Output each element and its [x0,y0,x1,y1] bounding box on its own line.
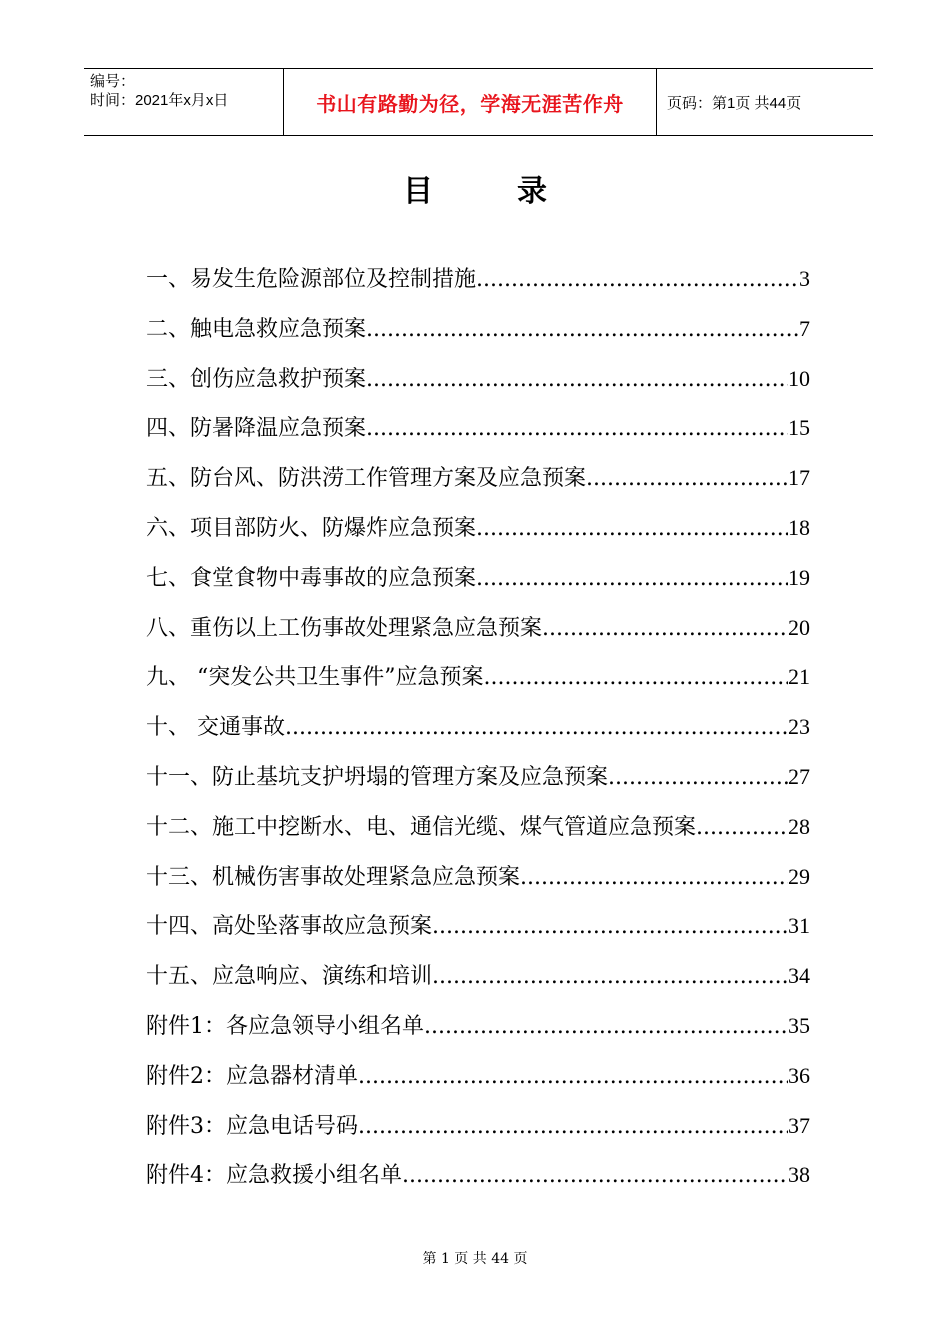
toc-entry[interactable] [146,710,810,760]
toc-entry-page-number: 19 [788,564,810,590]
toc-leader-dots [285,715,788,740]
toc-entry-label: 四、防暑降温应急预案 [146,416,367,442]
toc-entry-label: 十三、机械伤害事故处理紧急应急预案 [146,864,521,890]
toc-entry-label: 十二、施工中挖断水、电、通信光缆、煤气管道应急预案 [146,814,697,840]
toc-entry-label: 九、 “突发公共卫生事件”应急预案 [146,665,484,691]
toc-leader-dots [358,1064,788,1089]
toc-leader-dots [424,1014,788,1039]
table-of-contents [146,262,810,1208]
toc-leader-dots [366,416,788,441]
toc-entry-label: 二、触电急救应急预案 [146,316,367,342]
toc-entry-label: 十一、防止基坑支护坍塌的管理方案及应急预案 [146,764,609,790]
header-motto: 书山有路勤为径，学海无涯苦作舟 [284,69,657,135]
toc-entry-page-number: 35 [788,1012,810,1038]
toc-entry-page-number: 7 [799,315,810,341]
toc-leader-dots [476,267,799,292]
toc-entry-page-number: 36 [788,1062,810,1088]
toc-leader-dots [476,566,788,591]
toc-entry[interactable] [146,511,810,561]
document-date: 时间：2021年x月x日 [90,92,229,109]
toc-entry-label: 七、食堂食物中毒事故的应急预案 [146,565,477,591]
toc-entry[interactable] [146,312,810,362]
toc-entry-label: 八、重伤以上工伤事故处理紧急应急预案 [146,615,543,641]
toc-entry[interactable] [146,1059,810,1109]
toc-entry-label: 五、防台风、防洪涝工作管理方案及应急预案 [146,466,587,492]
toc-leader-dots [366,317,799,342]
toc-entry-label: 十、 交通事故 [146,715,285,741]
page-footer: 第 1 页 共 44 页 [422,1251,528,1267]
toc-entry-page-number: 17 [788,465,810,491]
toc-entry-page-number: 15 [788,415,810,441]
toc-leader-dots [402,1163,788,1188]
toc-entry-label: 附件3：应急电话号码 [146,1113,358,1139]
toc-leader-dots [366,367,788,392]
toc-entry[interactable] [146,1009,810,1059]
toc-entry[interactable] [146,660,810,710]
toc-entry-page-number: 28 [788,813,810,839]
toc-entry[interactable] [146,461,810,511]
toc-entry-page-number: 3 [799,266,810,291]
toc-entry[interactable] [146,760,810,810]
toc-leader-dots [586,466,788,491]
document-number-label: 编号： [90,73,136,90]
toc-entry[interactable] [146,810,810,860]
toc-leader-dots [432,914,788,939]
toc-entry-page-number: 23 [788,714,810,740]
toc-leader-dots [520,865,788,890]
toc-entry-label: 一、易发生危险源部位及控制措施 [146,267,477,292]
toc-entry-page-number: 18 [788,514,810,540]
toc-entry-page-number: 20 [788,614,810,640]
toc-leader-dots [358,1114,788,1139]
document-header [84,68,873,136]
toc-entry-page-number: 21 [788,664,810,690]
toc-entry-page-number: 34 [788,963,810,989]
toc-entry[interactable] [146,411,810,461]
header-page-info: 页码：第1页 共44页 [667,94,802,112]
toc-leader-dots [476,516,788,541]
toc-entry[interactable] [146,611,810,661]
toc-entry[interactable] [146,1158,810,1208]
toc-entry-label: 附件1：各应急领导小组名单 [146,1013,424,1039]
toc-entry-page-number: 37 [788,1112,810,1138]
toc-entry[interactable] [146,561,810,611]
page-title: 目录 [403,174,631,209]
toc-entry-label: 附件4：应急救援小组名单 [146,1163,402,1189]
toc-leader-dots [696,815,788,840]
toc-entry-label: 十五、应急响应、演练和培训 [146,964,433,990]
toc-entry-page-number: 38 [788,1162,810,1188]
toc-entry-page-number: 27 [788,763,810,789]
toc-entry[interactable] [146,362,810,412]
toc-leader-dots [608,765,788,790]
toc-entry[interactable] [146,959,810,1009]
toc-entry-label: 十四、高处坠落事故应急预案 [146,914,433,940]
toc-leader-dots [484,665,789,690]
toc-entry-label: 附件2：应急器材清单 [146,1063,358,1089]
toc-leader-dots [542,616,788,641]
toc-entry-page-number: 10 [788,365,810,391]
toc-entry[interactable] [146,262,810,312]
toc-entry[interactable] [146,1109,810,1159]
toc-entry-page-number: 31 [788,913,810,939]
header-meta [84,69,284,135]
toc-leader-dots [432,964,788,989]
toc-entry-page-number: 29 [788,863,810,889]
toc-entry-label: 三、创伤应急救护预案 [146,366,367,392]
toc-entry[interactable] [146,909,810,959]
toc-entry-label: 六、项目部防火、防爆炸应急预案 [146,515,477,541]
toc-entry[interactable] [146,860,810,910]
